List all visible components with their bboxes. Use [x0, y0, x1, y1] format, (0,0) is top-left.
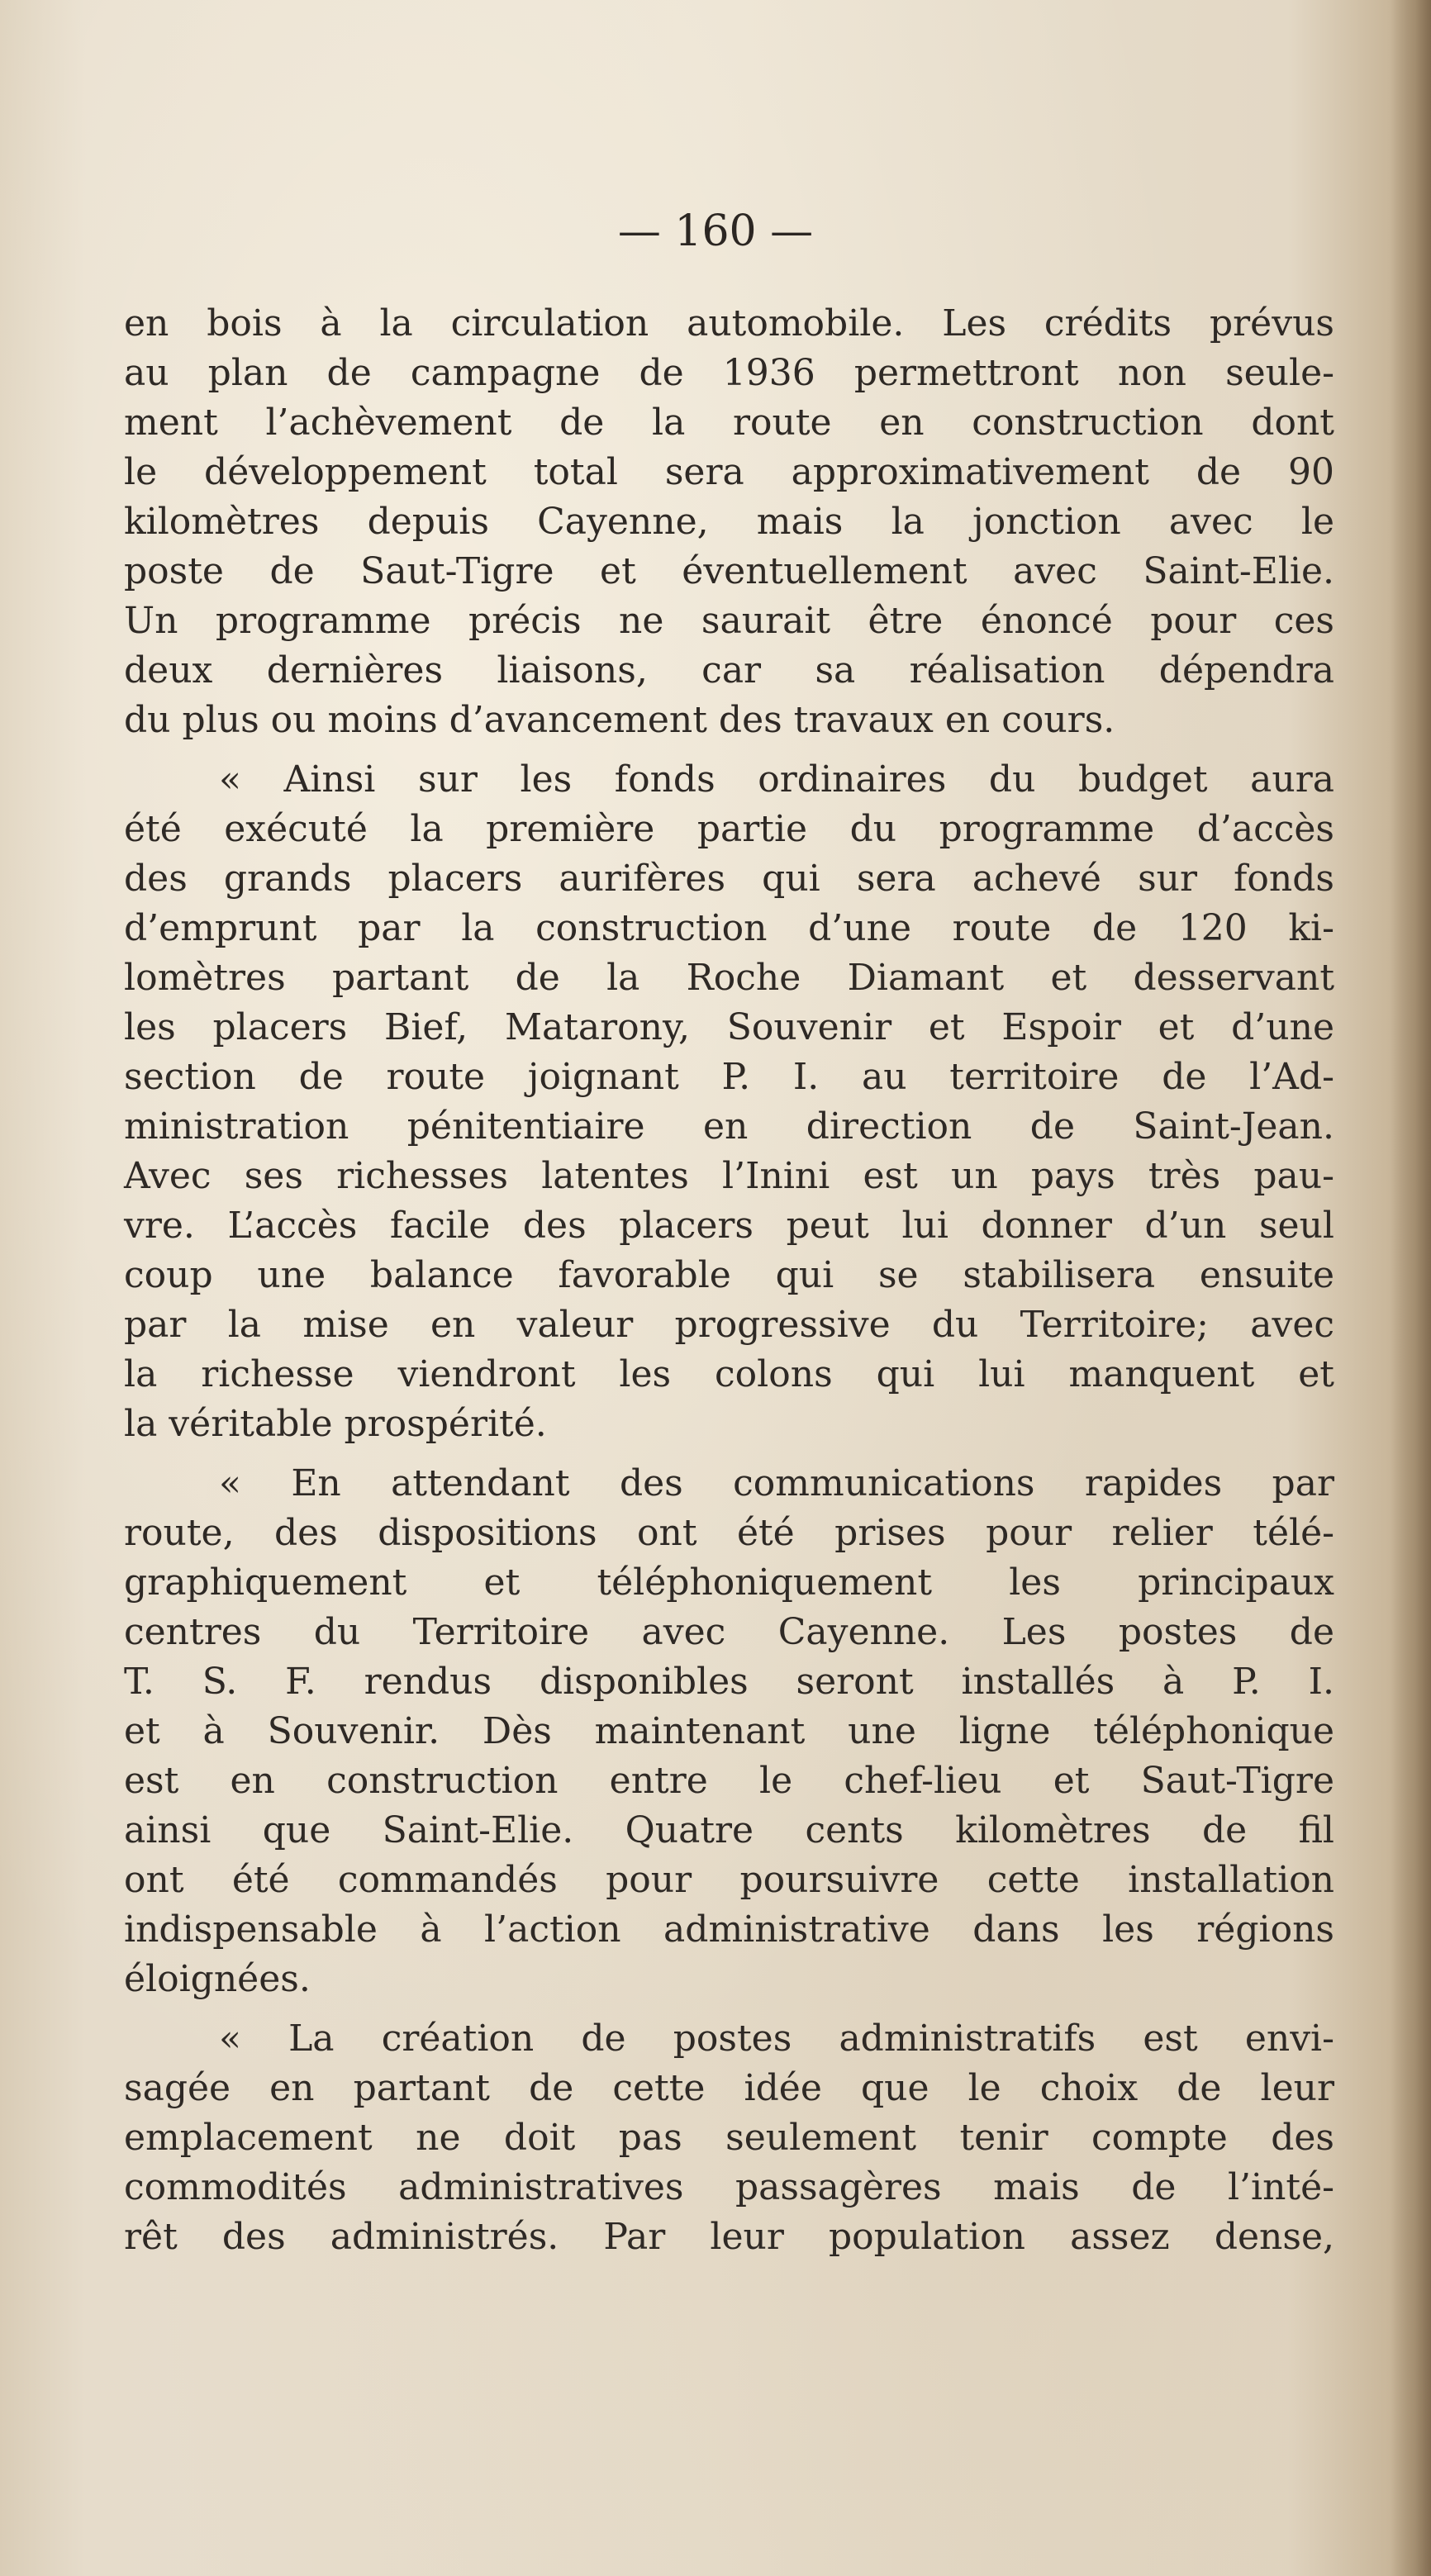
text-line: ment l’achèvement de la route en construction dont	[124, 402, 1334, 444]
text-line: « Ainsi sur les fonds ordinaires du budget aura	[219, 758, 1334, 801]
text-line: est en construction entre le chef-lieu et Saut-Tigre	[124, 1760, 1334, 1802]
paragraph-gap	[124, 745, 1334, 755]
text-line: les placers Bief, Matarony, Souvenir et Espoir et d’une	[124, 1006, 1334, 1048]
paragraph	[124, 1459, 1334, 2004]
text-line: du plus ou moins d’avancement des travaux en cours.	[124, 699, 1115, 741]
text-line: par la mise en valeur progressive du Territoire; avec	[124, 1304, 1334, 1346]
text-line: centres du Territoire avec Cayenne. Les postes de	[124, 1611, 1334, 1653]
text-line: T. S. F. rendus disponibles seront installés à P. I.	[124, 1661, 1334, 1703]
text-line: la richesse viendront les colons qui lui manquent et	[124, 1353, 1334, 1395]
text-line: ont été commandés pour poursuivre cette installation	[124, 1859, 1334, 1901]
text-line: vre. L’accès facile des placers peut lui donner d’un seul	[124, 1205, 1334, 1247]
text-line: sagée en partant de cette idée que le choix de leur	[124, 2067, 1334, 2109]
text-line: la véritable prospérité.	[124, 1403, 547, 1445]
text-line: Un programme précis ne saurait être énoncé pour ces	[124, 600, 1334, 642]
text-line: au plan de campagne de 1936 permettront non seule-	[124, 352, 1334, 394]
text-line: graphiquement et téléphoniquement les principaux	[124, 1561, 1334, 1604]
text-line: Avec ses richesses latentes l’Inini est un pays très pau-	[124, 1155, 1334, 1197]
text-line: coup une balance favorable qui se stabilisera ensuite	[124, 1254, 1334, 1296]
text-line: section de route joignant P. I. au territoire de l’Ad-	[124, 1056, 1334, 1098]
text-line: été exécuté la première partie du programme d’accès	[124, 808, 1334, 850]
text-line: poste de Saut-Tigre et éventuellement avec Saint-Elie.	[124, 550, 1334, 592]
paragraph-gap	[124, 2004, 1334, 2014]
page-number: — 160 —	[617, 207, 814, 256]
text-line: éloignées.	[124, 1958, 311, 2000]
text-line: ministration pénitentiaire en direction de Saint-Jean.	[124, 1105, 1334, 1148]
paragraph-gap	[124, 1449, 1334, 1459]
text-line: « La création de postes administratifs est envi-	[219, 2018, 1334, 2060]
text-line: commodités administratives passagères mais de l’inté-	[124, 2166, 1334, 2208]
paragraph	[124, 755, 1334, 1449]
text-line: « En attendant des communications rapides par	[219, 1462, 1334, 1504]
text-line: rêt des administrés. Par leur population assez dense,	[124, 2216, 1334, 2258]
text-line: emplacement ne doit pas seulement tenir compte des	[124, 2117, 1334, 2159]
text-line: deux dernières liaisons, car sa réalisation dépendra	[124, 649, 1334, 692]
text-line: le développement total sera approximativement de 90	[124, 451, 1334, 493]
text-line: des grands placers aurifères qui sera achevé sur fonds	[124, 858, 1334, 900]
paragraph	[124, 299, 1334, 745]
text-line: lomètres partant de la Roche Diamant et desservant	[124, 957, 1334, 999]
page-edge-shadow	[1391, 0, 1431, 2576]
text-line: d’emprunt par la construction d’une route de 120 ki-	[124, 907, 1334, 949]
body-text	[124, 299, 1334, 2262]
text-line: ainsi que Saint-Elie. Quatre cents kilomètres de fil	[124, 1809, 1334, 1851]
text-line: kilomètres depuis Cayenne, mais la jonction avec le	[124, 501, 1334, 543]
text-line: en bois à la circulation automobile. Les crédits prévus	[124, 302, 1334, 345]
text-line: route, des dispositions ont été prises pour relier télé-	[124, 1512, 1334, 1554]
paragraph	[124, 2014, 1334, 2262]
text-line: et à Souvenir. Dès maintenant une ligne téléphonique	[124, 1710, 1334, 1752]
text-line: indispensable à l’action administrative dans les régions	[124, 1908, 1334, 1951]
